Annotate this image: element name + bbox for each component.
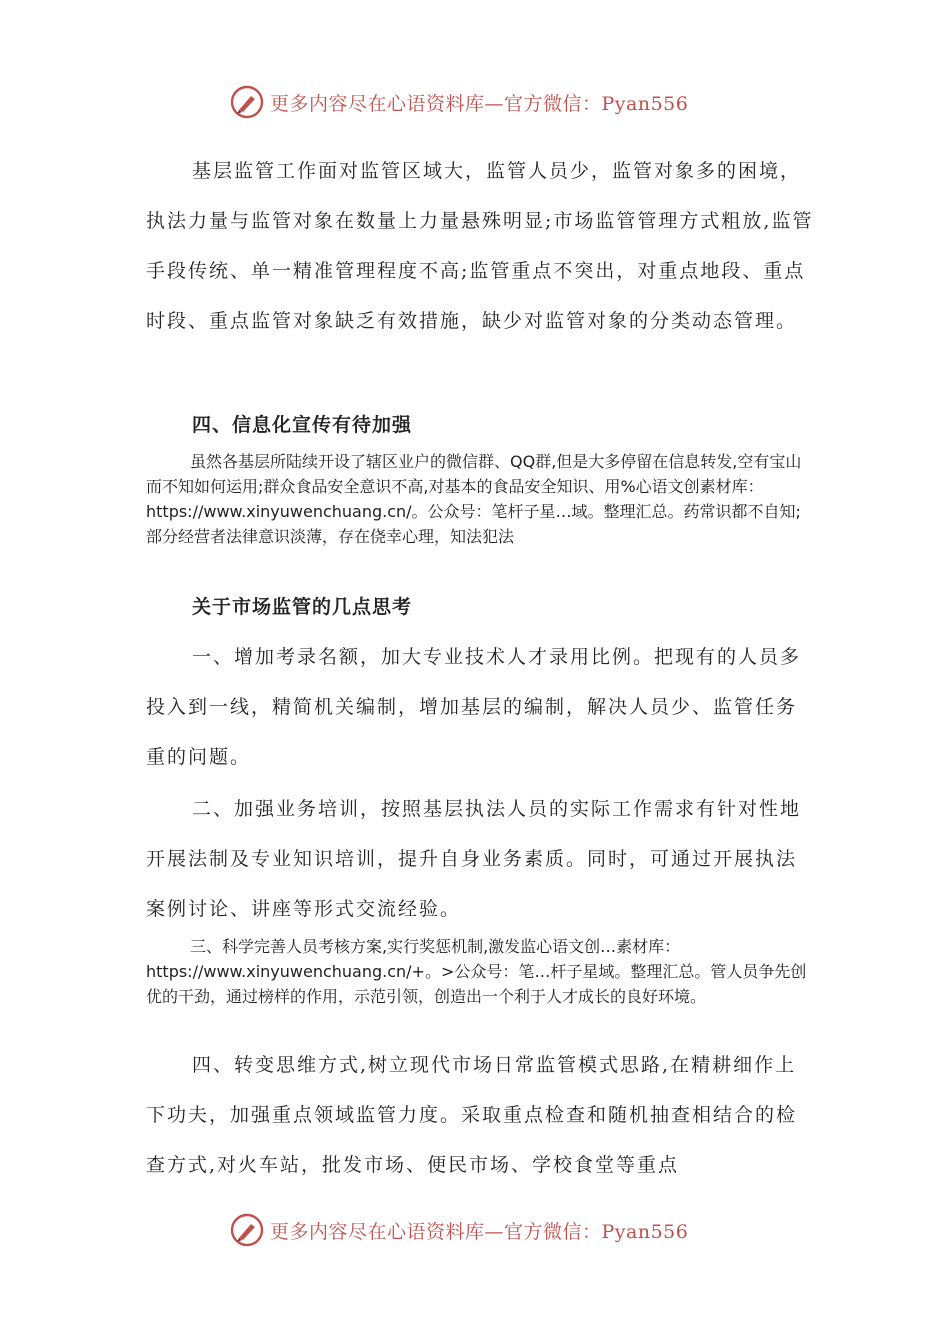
- paragraph-informatization: 虽然各基层所陆续开设了辖区业户的微信群、QQ群,但是大多停留在信息转发,空有宝山而不知如何运用;群众食品安全意识不高,对基本的食品安全知识、用%心语文创素材库：https://www.xinyuwenchuang.cn/。公众号：笔杆子星…域。整理汇总。药常识都不自知;部分经营者法律意识淡薄，存在侥幸心理，知法犯法: [146, 452, 802, 546]
- banner-text: 更多内容尽在心语资料库—官方微信：Pyan556: [270, 92, 689, 115]
- paragraph-assessment: 三、科学完善人员考核方案,实行奖惩机制,激发监心语文创…素材库：https://www.xinyuwenchuang.cn/+。>公众号：笔…杆子星域。整理汇总。管人员争先创优的干劲，通过榜样的作用，示范引领，创造出一个利于人才成长的良好环境。: [146, 937, 807, 1006]
- pen-logo-icon: [230, 85, 264, 119]
- pen-logo-icon: [230, 1213, 264, 1247]
- paragraph-mindset: 四、转变思维方式,树立现代市场日常监管模式思路,在精耕细作上下功夫，加强重点领域监管力度。采取重点检查和随机抽查相结合的检查方式,对火车站，批发市场、便民市场、学校食堂等重点: [146, 1054, 798, 1176]
- footer-banner: [230, 1210, 730, 1250]
- paragraph-recruitment: 一、增加考录名额，加大专业技术人才录用比例。把现有的人员多投入到一线，精简机关编制，增加基层的编制，解决人员少、监管任务重的问题。: [146, 646, 802, 768]
- header-banner: [230, 82, 730, 122]
- paragraph-training: 二、加强业务培训，按照基层执法人员的实际工作需求有针对性地开展法制及专业知识培训，提升自身业务素质。同时，可通过开展执法案例讨论、讲座等形式交流经验。: [146, 798, 802, 920]
- banner-text: 更多内容尽在心语资料库—官方微信：Pyan556: [270, 1220, 689, 1243]
- paragraph-regulation-dilemma: 基层监管工作面对监管区域大，监管人员少，监管对象多的困境，执法力量与监管对象在数量上力量悬殊明显;市场监管管理方式粗放,监管手段传统、单一精准管理程度不高;监管重点不突出，对重点地段、重点时段、重点监管对象缺乏有效措施，缺少对监管对象的分类动态管理。: [146, 160, 814, 332]
- heading-thoughts: 关于市场监管的几点思考: [192, 596, 413, 618]
- heading-informatization: 四、信息化宣传有待加强: [192, 414, 413, 436]
